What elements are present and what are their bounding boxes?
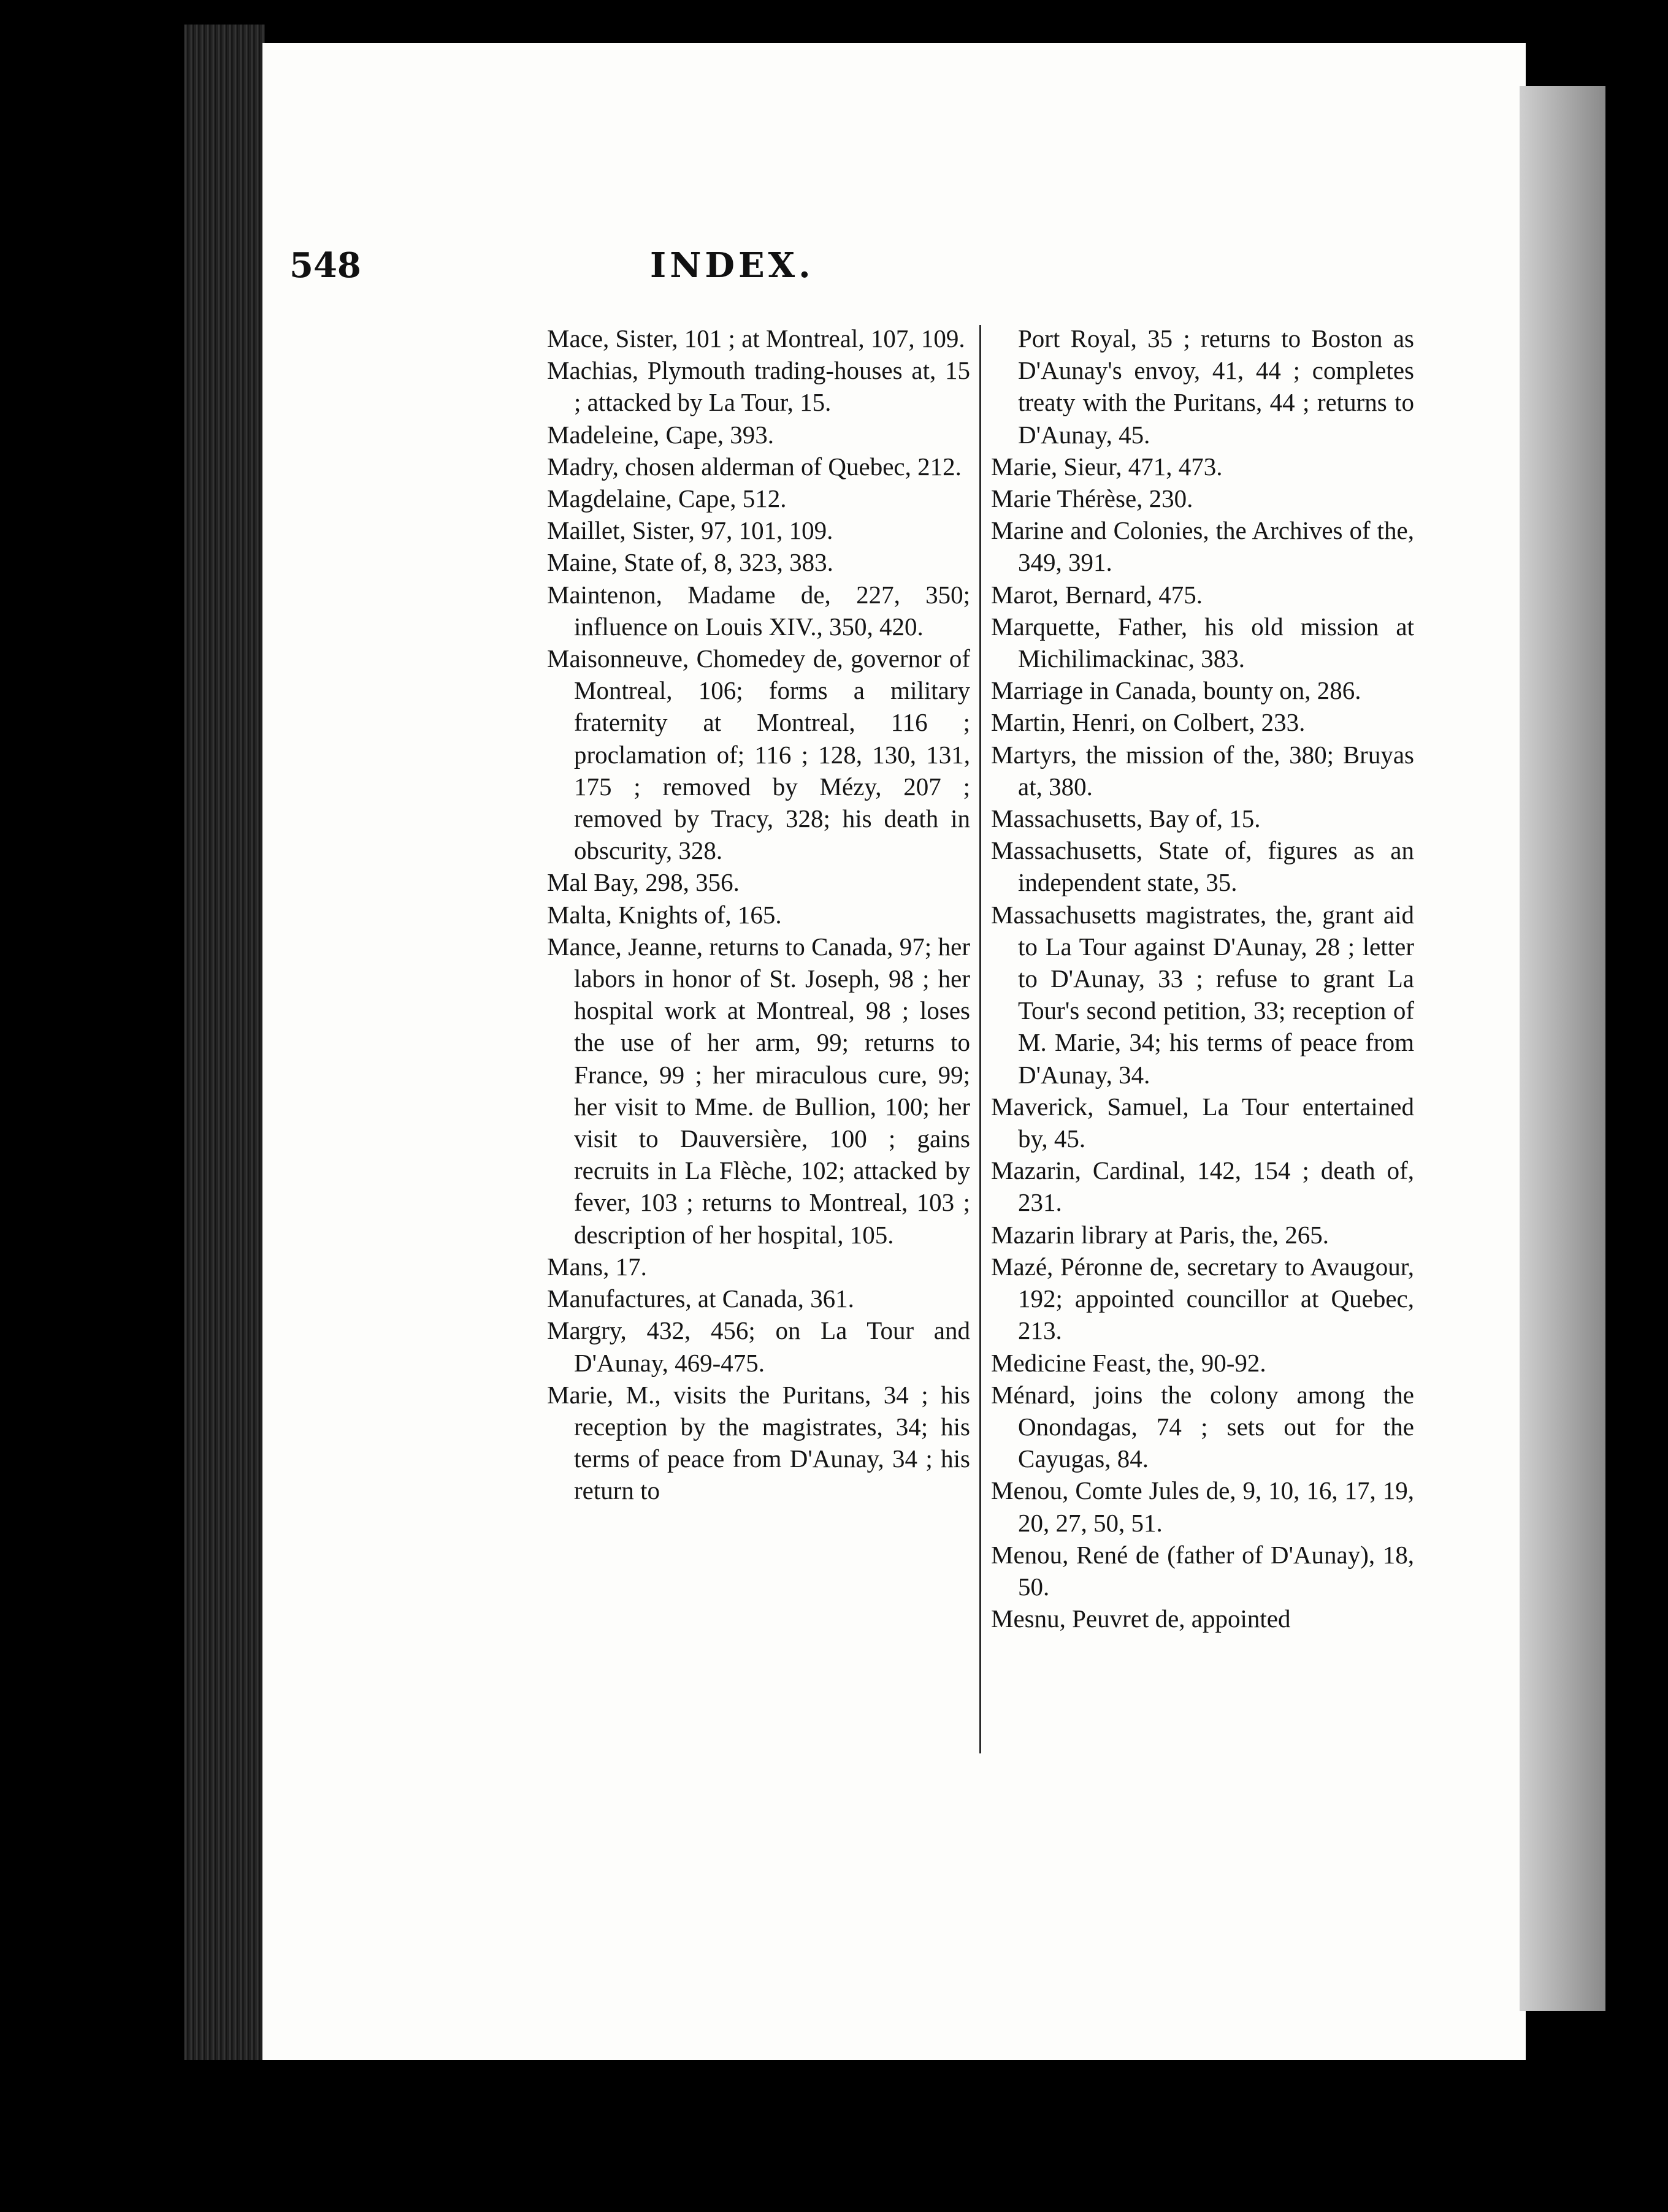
page-title: INDEX.: [650, 245, 814, 286]
index-entry: Maverick, Samuel, La Tour entertained by, 45.: [991, 1092, 1414, 1153]
index-entry: Maintenon, Madame de, 227, 350; influence on Louis XIV., 350, 420.: [547, 580, 970, 641]
index-entry: Marie Thérèse, 230.: [991, 484, 1193, 513]
index-entry: Manufactures, at Canada, 361.: [547, 1284, 854, 1313]
running-head: [289, 245, 1049, 294]
index-entry: Madry, chosen alderman of Quebec, 212.: [547, 452, 962, 481]
facing-page-edge: [1520, 86, 1605, 2011]
index-entry: Marot, Bernard, 475.: [991, 580, 1203, 609]
index-entry: Massachusetts, State of, figures as an independent state, 35.: [991, 836, 1414, 897]
index-entry: Menou, René de (father of D'Aunay), 18, 50.: [991, 1540, 1414, 1601]
book-edge: [184, 25, 265, 2060]
index-entry: Magdelaine, Cape, 512.: [547, 484, 787, 513]
index-entry: Machias, Plymouth trading-houses at, 15 ; attacked by La Tour, 15.: [547, 356, 970, 417]
index-entry: Marriage in Canada, bounty on, 286.: [991, 676, 1361, 705]
index-entry: Mazarin, Cardinal, 142, 154 ; death of, 231.: [991, 1156, 1414, 1217]
index-column-left: [547, 322, 970, 1507]
column-divider: [979, 325, 981, 1753]
index-entry: Menou, Comte Jules de, 9, 10, 16, 17, 19, 20, 27, 50, 51.: [991, 1476, 1414, 1537]
index-entry-continuation: Port Royal, 35 ; returns to Boston as D'Aunay's envoy, 41, 44 ; completes treaty with the Puritans, 44 ; returns to D'Aunay, 45.: [1018, 324, 1414, 449]
index-entry: Massachusetts, Bay of, 15.: [991, 804, 1261, 833]
index-entry: Mesnu, Peuvret de, appointed: [991, 1604, 1291, 1633]
index-entry: Mace, Sister, 101 ; at Montreal, 107, 109.: [547, 324, 965, 353]
index-entry: Mazarin library at Paris, the, 265.: [991, 1220, 1329, 1249]
index-entry: Mazé, Péronne de, secretary to Avaugour, 192; appointed councillor at Quebec, 213.: [991, 1252, 1414, 1345]
index-entry: Medicine Feast, the, 90-92.: [991, 1348, 1266, 1377]
index-entry: Margry, 432, 456; on La Tour and D'Aunay, 469-475.: [547, 1316, 970, 1377]
index-entry: Marine and Colonies, the Archives of the, 349, 391.: [991, 516, 1414, 577]
index-entry: Marquette, Father, his old mission at Michilimackinac, 383.: [991, 612, 1414, 673]
index-entry: Marie, M., visits the Puritans, 34 ; his reception by the magistrates, 34; his terms of peace from D'Aunay, 34 ; his return to: [547, 1380, 970, 1505]
index-entry: Mans, 17.: [547, 1252, 647, 1281]
index-entry: Mance, Jeanne, returns to Canada, 97; her labors in honor of St. Joseph, 98 ; her hospital work at Montreal, 98 ; loses the use of her arm, 99; returns to France, 99 ; her miraculous cure, 99; her visit to Mme. de Bullion, 100; her visit to Dauversière, 100 ; gains recruits in La Flèche, 102; attacked by fever, 103 ; returns to Montreal, 103 ; description of her hospital, 105.: [547, 932, 970, 1249]
page-number: 548: [289, 245, 361, 286]
index-entry: Martyrs, the mission of the, 380; Bruyas at, 380.: [991, 740, 1414, 801]
index-entry: Malta, Knights of, 165.: [547, 900, 782, 929]
index-entry: Maine, State of, 8, 323, 383.: [547, 548, 833, 577]
index-entry: Marie, Sieur, 471, 473.: [991, 452, 1223, 481]
index-entry: Maillet, Sister, 97, 101, 109.: [547, 516, 833, 545]
index-column-right: [991, 322, 1414, 1634]
index-entry: Massachusetts magistrates, the, grant aid to La Tour against D'Aunay, 28 ; letter to D'Aunay, 33 ; refuse to grant La Tour's second petition, 33; reception of M. Marie, 34; his terms of peace from D'Aunay, 34.: [991, 900, 1414, 1089]
index-entry: Martin, Henri, on Colbert, 233.: [991, 708, 1306, 737]
index-entry: Ménard, joins the colony among the Onondagas, 74 ; sets out for the Cayugas, 84.: [991, 1380, 1414, 1473]
index-entry: Mal Bay, 298, 356.: [547, 868, 740, 897]
index-entry: Madeleine, Cape, 393.: [547, 420, 775, 449]
index-entry: Maisonneuve, Chomedey de, governor of Montreal, 106; forms a military fraternity at Montreal, 116 ; proclamation of; 116 ; 128, 130, 131, 175 ; removed by Mézy, 207 ; removed by Tracy, 328; his death in obscurity, 328.: [547, 644, 970, 865]
